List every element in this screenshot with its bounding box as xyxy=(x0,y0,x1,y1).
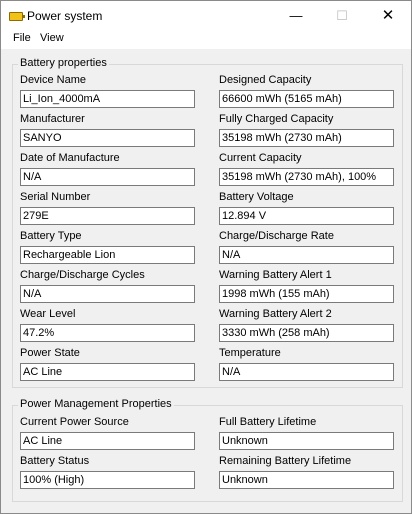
full-battery-lifetime-field[interactable]: Unknown xyxy=(219,432,394,450)
full-battery-lifetime-label: Full Battery Lifetime xyxy=(219,416,317,428)
current-power-source-label: Current Power Source xyxy=(20,416,129,428)
temperature-field[interactable]: N/A xyxy=(219,363,394,381)
battery-type-label: Battery Type xyxy=(20,230,82,242)
close-button[interactable]: ✕ xyxy=(381,7,395,24)
device-name-label: Device Name xyxy=(20,74,87,86)
warning-alert-1-label: Warning Battery Alert 1 xyxy=(219,269,332,281)
battery-status-field[interactable]: 100% (High) xyxy=(20,471,195,489)
minimize-button[interactable]: — xyxy=(289,8,303,23)
wear-level-label: Wear Level xyxy=(20,308,76,320)
battery-voltage-field[interactable]: 12.894 V xyxy=(219,207,394,225)
battery-properties-title: Battery properties xyxy=(20,57,107,69)
remaining-battery-lifetime-field[interactable]: Unknown xyxy=(219,471,394,489)
charge-discharge-cycles-label: Charge/Discharge Cycles xyxy=(20,269,145,281)
menu-view[interactable]: View xyxy=(40,32,64,44)
warning-alert-2-field[interactable]: 3330 mWh (258 mAh) xyxy=(219,324,394,342)
serial-number-field[interactable]: 279E xyxy=(20,207,195,225)
menu-file[interactable]: File xyxy=(13,32,31,44)
manufacturer-field[interactable]: SANYO xyxy=(20,129,195,147)
battery-type-field[interactable]: Rechargeable Lion xyxy=(20,246,195,264)
maximize-button[interactable]: ☐ xyxy=(336,8,348,23)
battery-voltage-label: Battery Voltage xyxy=(219,191,294,203)
fully-charged-capacity-field[interactable]: 35198 mWh (2730 mAh) xyxy=(219,129,394,147)
wear-level-field[interactable]: 47.2% xyxy=(20,324,195,342)
serial-number-label: Serial Number xyxy=(20,191,91,203)
date-of-manufacture-label: Date of Manufacture xyxy=(20,152,120,164)
designed-capacity-field[interactable]: 66600 mWh (5165 mAh) xyxy=(219,90,394,108)
window-title: Power system xyxy=(27,9,103,23)
temperature-label: Temperature xyxy=(219,347,281,359)
device-name-field[interactable]: Li_Ion_4000mA xyxy=(20,90,195,108)
power-state-label: Power State xyxy=(20,347,80,359)
charge-discharge-rate-field[interactable]: N/A xyxy=(219,246,394,264)
current-capacity-label: Current Capacity xyxy=(219,152,302,164)
designed-capacity-label: Designed Capacity xyxy=(219,74,312,86)
fully-charged-capacity-label: Fully Charged Capacity xyxy=(219,113,334,125)
title-bar[interactable] xyxy=(1,1,411,31)
power-management-title: Power Management Properties xyxy=(20,398,172,410)
current-capacity-field[interactable]: 35198 mWh (2730 mAh), 100% xyxy=(219,168,394,186)
date-of-manufacture-field[interactable]: N/A xyxy=(20,168,195,186)
charge-discharge-rate-label: Charge/Discharge Rate xyxy=(219,230,334,242)
menu-bar xyxy=(1,31,411,49)
warning-alert-1-field[interactable]: 1998 mWh (155 mAh) xyxy=(219,285,394,303)
charge-discharge-cycles-field[interactable]: N/A xyxy=(20,285,195,303)
warning-alert-2-label: Warning Battery Alert 2 xyxy=(219,308,332,320)
battery-icon xyxy=(9,12,23,21)
power-state-field[interactable]: AC Line xyxy=(20,363,195,381)
remaining-battery-lifetime-label: Remaining Battery Lifetime xyxy=(219,455,352,467)
battery-status-label: Battery Status xyxy=(20,455,90,467)
current-power-source-field[interactable]: AC Line xyxy=(20,432,195,450)
manufacturer-label: Manufacturer xyxy=(20,113,85,125)
